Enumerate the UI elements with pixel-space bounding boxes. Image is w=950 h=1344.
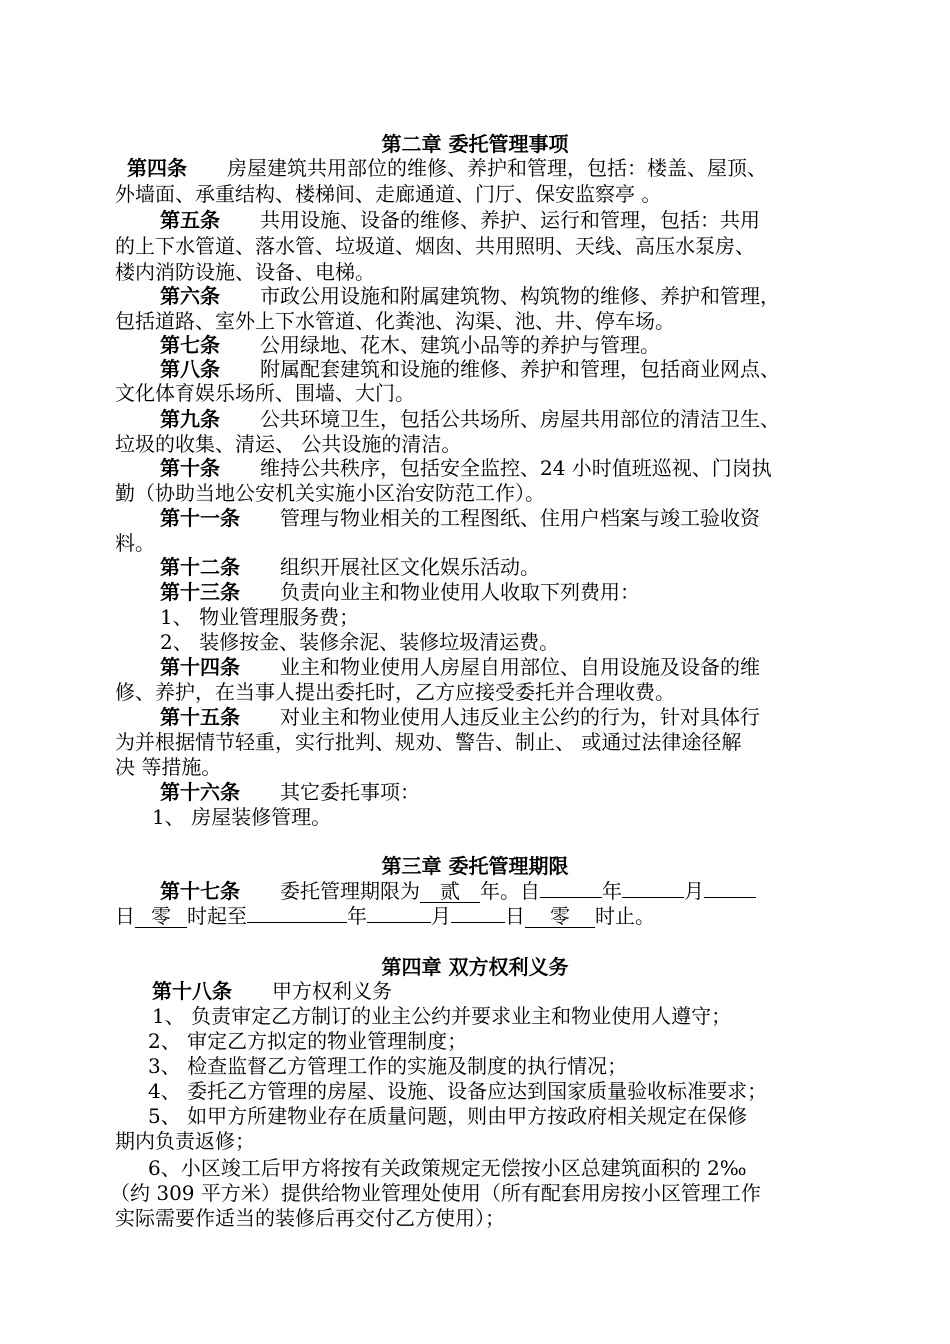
article-4-text: 房屋建筑共用部位的维修、养护和管理，包括：楼盖、屋顶、	[227, 156, 767, 180]
article-17-cont	[115, 904, 935, 928]
article-15-label: 第十五条	[160, 705, 240, 729]
end-month-label: 月	[431, 904, 451, 928]
month-label: 月	[684, 879, 704, 903]
duty-item-2: 2、 审定乙方拟定的物业管理制度；	[148, 1029, 468, 1053]
article-6-label: 第六条	[160, 284, 220, 308]
duty-item-6-cont2: 实际需要作适当的装修后再交付乙方使用）；	[115, 1206, 505, 1230]
term-years-field: 贰	[420, 880, 480, 903]
article-5-text-cont: 的上下水管道、落水管、垃圾道、烟囱、共用照明、天线、高压水泵房、	[115, 234, 755, 258]
article-15-text-cont: 为并根据情节轻重，实行批判、规劝、警告、制止、 或通过法律途径解	[115, 730, 742, 754]
article-5-label: 第五条	[160, 208, 220, 232]
duty-item-6: 6、小区竣工后甲方将按有关政策规定无偿按小区总建筑面积的 2‰	[148, 1156, 747, 1180]
chapter-4-title: 第四章 双方权利义务	[381, 955, 569, 979]
chapter-3-title: 第三章 委托管理期限	[381, 854, 569, 878]
article-18-text: 甲方权利义务	[272, 979, 392, 1003]
start-hour-field: 零	[135, 905, 187, 928]
end-year-label: 年	[347, 904, 367, 928]
end-day-label: 日	[505, 904, 525, 928]
article-15-text-cont2: 决 等措施。	[115, 755, 222, 779]
article-9-text: 公共环境卫生，包括公共场所、房屋共用部位的清洁卫生、	[260, 407, 780, 431]
article-17-text: 委托管理期限为	[280, 879, 420, 903]
start-day-blank	[704, 897, 756, 898]
article-9-text-cont: 垃圾的收集、清运、 公共设施的清洁。	[115, 432, 462, 456]
article-13-item-1: 1、 物业管理服务费；	[160, 605, 360, 629]
article-6	[160, 284, 940, 308]
article-4-text-cont: 外墙面、承重结构、楼梯间、走廊通道、门厅、保安监察亭 。	[115, 182, 662, 206]
article-14-text-cont: 修、养护，在当事人提出委托时，乙方应接受委托并合理收费。	[115, 680, 675, 704]
start-year-blank	[540, 897, 602, 898]
chapter-2-title: 第二章 委托管理事项	[381, 132, 569, 156]
article-17-label: 第十七条	[160, 879, 240, 903]
article-10	[160, 456, 940, 480]
article-11-text: 管理与物业相关的工程图纸、住用户档案与竣工验收资	[280, 506, 760, 530]
duty-item-1: 1、 负责审定乙方制订的业主公约并要求业主和物业使用人遵守；	[152, 1004, 732, 1028]
duty-item-6-cont: （约 309 平方米）提供给物业管理处使用（所有配套用房按小区管理工作	[110, 1181, 761, 1205]
start-month-blank	[622, 897, 684, 898]
article-16	[160, 780, 940, 804]
article-6-text: 市政公用设施和附属建筑物、构筑物的维修、养护和管理，	[260, 284, 780, 308]
article-11-label: 第十一条	[160, 506, 240, 530]
duty-item-5-cont: 期内负责返修；	[115, 1129, 255, 1153]
article-4-label: 第四条	[127, 156, 187, 180]
article-8	[160, 357, 940, 381]
article-5	[160, 208, 940, 232]
article-8-text: 附属配套建筑和设施的维修、养护和管理，包括商业网点、	[260, 357, 780, 381]
article-15-text: 对业主和物业使用人违反业主公约的行为，针对具体行	[280, 705, 760, 729]
article-9-label: 第九条	[160, 407, 220, 431]
end-month-blank	[367, 922, 431, 923]
article-11	[160, 506, 940, 530]
article-16-text: 其它委托事项：	[280, 780, 420, 804]
article-10-text: 维持公共秩序，包括安全监控、24 小时值班巡视、门岗执	[260, 456, 772, 480]
article-18	[152, 979, 932, 1003]
article-17	[160, 879, 940, 903]
article-13-item-2: 2、 装修按金、装修余泥、装修垃圾清运费。	[160, 630, 560, 654]
article-16-label: 第十六条	[160, 780, 240, 804]
article-4	[127, 156, 927, 180]
article-7-text: 公用绿地、花木、建筑小品等的养护与管理。	[260, 333, 660, 357]
article-10-label: 第十条	[160, 456, 220, 480]
day-label: 日	[115, 904, 135, 928]
article-14-label: 第十四条	[160, 655, 240, 679]
duty-item-4: 4、 委托乙方管理的房屋、设施、设备应达到国家质量验收标准要求；	[148, 1079, 768, 1103]
article-13-label: 第十三条	[160, 580, 240, 604]
article-7	[160, 333, 940, 357]
article-8-text-cont: 文化体育娱乐场所、围墙、大门。	[115, 381, 415, 405]
article-18-label: 第十八条	[152, 979, 232, 1003]
end-year-blank	[247, 922, 347, 923]
end-day-blank	[451, 922, 505, 923]
article-16-item-1: 1、 房屋装修管理。	[152, 805, 332, 829]
article-5-text-cont2: 楼内消防设施、设备、电梯。	[115, 260, 375, 284]
article-15	[160, 705, 940, 729]
article-13	[160, 580, 940, 604]
year-label: 年	[602, 879, 622, 903]
article-13-text: 负责向业主和物业使用人收取下列费用：	[280, 580, 640, 604]
article-12-text: 组织开展社区文化娱乐活动。	[280, 555, 540, 579]
article-14-text: 业主和物业使用人房屋自用部位、自用设施及设备的维	[280, 655, 760, 679]
article-11-text-cont: 料。	[115, 531, 155, 555]
article-17-text-4: 时止。	[595, 904, 655, 928]
article-17-text-3: 时起至	[187, 904, 247, 928]
article-5-text: 共用设施、设备的维修、养护、运行和管理，包括：共用	[260, 208, 760, 232]
article-14	[160, 655, 940, 679]
article-9	[160, 407, 940, 431]
article-12-label: 第十二条	[160, 555, 240, 579]
article-8-label: 第八条	[160, 357, 220, 381]
duty-item-3: 3、 检查监督乙方管理工作的实施及制度的执行情况；	[148, 1054, 628, 1078]
article-12	[160, 555, 940, 579]
end-hour-field: 零	[525, 905, 595, 928]
article-10-text-cont: 勤（协助当地公安机关实施小区治安防范工作）。	[115, 481, 545, 505]
duty-item-5: 5、 如甲方所建物业存在质量问题，则由甲方按政府相关规定在保修	[148, 1104, 748, 1128]
article-17-text-2: 年。自	[480, 879, 540, 903]
article-6-text-cont: 包括道路、室外上下水管道、化粪池、沟渠、池、井、停车场。	[115, 309, 675, 333]
article-7-label: 第七条	[160, 333, 220, 357]
